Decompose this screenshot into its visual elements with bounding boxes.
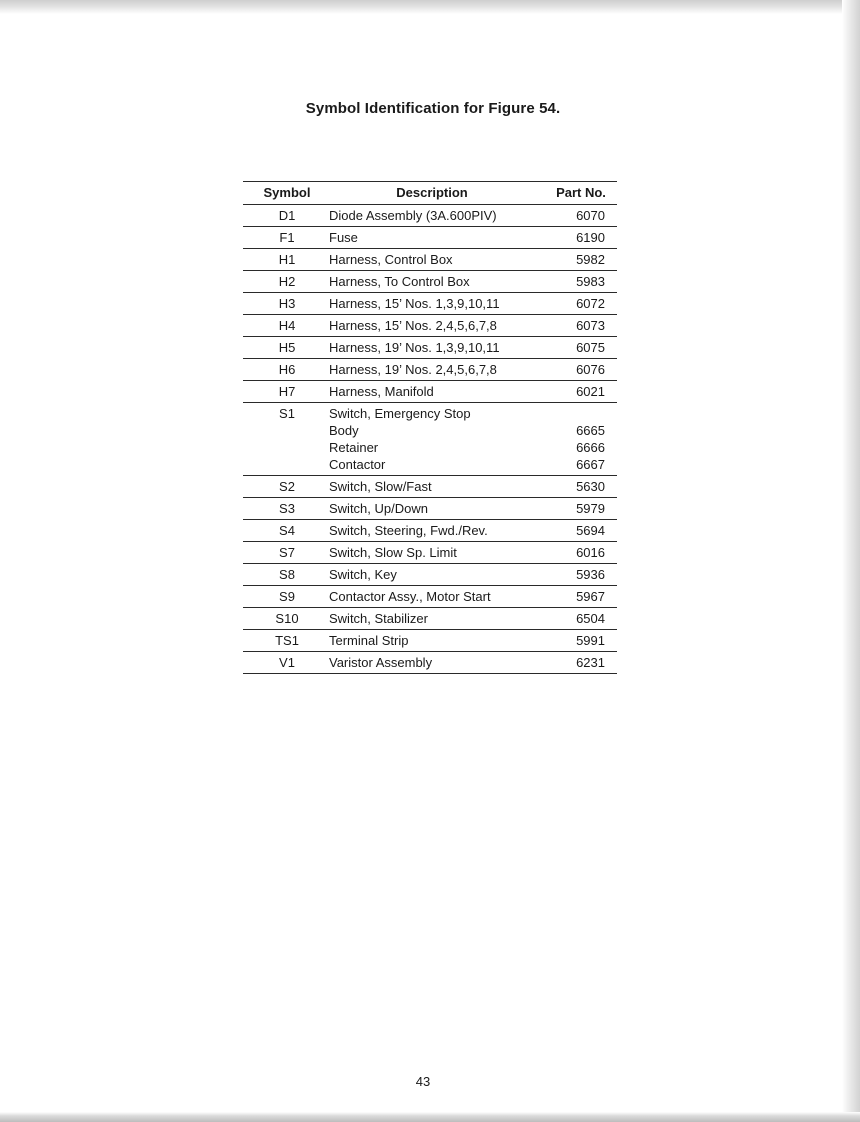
table-row xyxy=(243,381,617,403)
page-number: 43 xyxy=(415,1074,431,1089)
header-description: Description xyxy=(396,185,468,200)
table-row xyxy=(243,476,617,498)
table-row xyxy=(243,630,617,652)
table-row xyxy=(243,498,617,520)
row-description: Switch, Emergency Stop xyxy=(329,406,471,421)
row-description: Switch, Up/Down xyxy=(329,501,428,516)
row-part-no: 5694 xyxy=(576,523,605,538)
row-part-no: 5982 xyxy=(576,252,605,267)
row-description: Switch, Key xyxy=(329,567,397,582)
row-symbol: TS1 xyxy=(275,633,299,648)
scan-edge-top xyxy=(0,0,860,14)
row-part-no: 6231 xyxy=(576,655,605,670)
table-row xyxy=(243,337,617,359)
table-row-emergency-stop xyxy=(243,403,617,476)
row-description: Harness, 15’ Nos. 2,4,5,6,7,8 xyxy=(329,318,497,333)
row-part-no: 5991 xyxy=(576,633,605,648)
row-symbol: D1 xyxy=(278,208,296,223)
row-description: Harness, 19’ Nos. 1,3,9,10,11 xyxy=(329,340,500,355)
table-row xyxy=(243,652,617,674)
scan-edge-right xyxy=(842,0,860,1122)
row-part-no: 6504 xyxy=(576,611,605,626)
table-row xyxy=(243,249,617,271)
row-symbol: H1 xyxy=(278,252,296,267)
row-description: Switch, Slow/Fast xyxy=(329,479,432,494)
row-description: Varistor Assembly xyxy=(329,655,433,670)
row-symbol: H4 xyxy=(278,318,296,333)
row-part-no: 6070 xyxy=(576,208,605,223)
row-part-no: 6016 xyxy=(576,545,605,560)
row-description: Harness, 15’ Nos. 1,3,9,10,11 xyxy=(329,296,500,311)
row-symbol: H6 xyxy=(278,362,296,377)
row-description: Switch, Stabilizer xyxy=(329,611,428,626)
table-row xyxy=(243,205,617,227)
row-symbol: S2 xyxy=(279,479,295,494)
row-description: Switch, Steering, Fwd./Rev. xyxy=(329,523,488,538)
row-description: Harness, To Control Box xyxy=(329,274,470,289)
subpart-part-no: 6667 xyxy=(576,457,605,472)
row-symbol: H5 xyxy=(278,340,296,355)
header-part-no: Part No. xyxy=(556,185,606,200)
row-part-no: 5630 xyxy=(576,479,605,494)
row-symbol: H3 xyxy=(278,296,296,311)
table-row xyxy=(243,293,617,315)
row-description: Harness, Manifold xyxy=(329,384,434,399)
row-symbol: S10 xyxy=(275,611,299,626)
subpart-description: Body xyxy=(329,423,359,438)
row-description: Fuse xyxy=(329,230,358,245)
row-description: Harness, 19’ Nos. 2,4,5,6,7,8 xyxy=(329,362,497,377)
row-symbol: S3 xyxy=(279,501,295,516)
row-part-no: 6073 xyxy=(576,318,605,333)
table-row xyxy=(243,608,617,630)
row-symbol: S7 xyxy=(279,545,295,560)
page-title: Symbol Identification for Figure 54. xyxy=(305,100,561,117)
table-row xyxy=(243,520,617,542)
scan-edge-bottom xyxy=(0,1112,860,1122)
subpart-part-no: 6666 xyxy=(576,440,605,455)
table-row xyxy=(243,227,617,249)
row-description: Diode Assembly (3A.600PIV) xyxy=(329,208,497,223)
subpart-description: Retainer xyxy=(329,440,379,455)
row-description: Switch, Slow Sp. Limit xyxy=(329,545,457,560)
table-row xyxy=(243,542,617,564)
table-row xyxy=(243,564,617,586)
row-part-no: 6076 xyxy=(576,362,605,377)
row-symbol: S9 xyxy=(279,589,295,604)
row-part-no: 6021 xyxy=(576,384,605,399)
row-part-no: 5979 xyxy=(576,501,605,516)
row-symbol: F1 xyxy=(279,230,295,245)
row-description: Harness, Control Box xyxy=(329,252,453,267)
row-symbol: S8 xyxy=(279,567,295,582)
subpart-part-no: 6665 xyxy=(576,423,605,438)
row-part-no: 5967 xyxy=(576,589,605,604)
row-part-no: 6075 xyxy=(576,340,605,355)
row-part-no: 5983 xyxy=(576,274,605,289)
row-part-no: 6190 xyxy=(576,230,605,245)
table-row xyxy=(243,359,617,381)
subpart-description: Contactor xyxy=(329,457,386,472)
symbol-table xyxy=(243,181,617,674)
header-symbol: Symbol xyxy=(263,185,311,200)
table-header-row xyxy=(243,181,617,205)
row-symbol: S1 xyxy=(279,406,295,421)
row-symbol: S4 xyxy=(279,523,295,538)
row-part-no: 6072 xyxy=(576,296,605,311)
table-row xyxy=(243,271,617,293)
row-symbol: V1 xyxy=(279,655,295,670)
row-description: Contactor Assy., Motor Start xyxy=(329,589,491,604)
row-part-no: 5936 xyxy=(576,567,605,582)
table-row xyxy=(243,315,617,337)
row-symbol: H7 xyxy=(278,384,296,399)
row-description: Terminal Strip xyxy=(329,633,409,648)
table-row xyxy=(243,586,617,608)
row-symbol: H2 xyxy=(278,274,296,289)
